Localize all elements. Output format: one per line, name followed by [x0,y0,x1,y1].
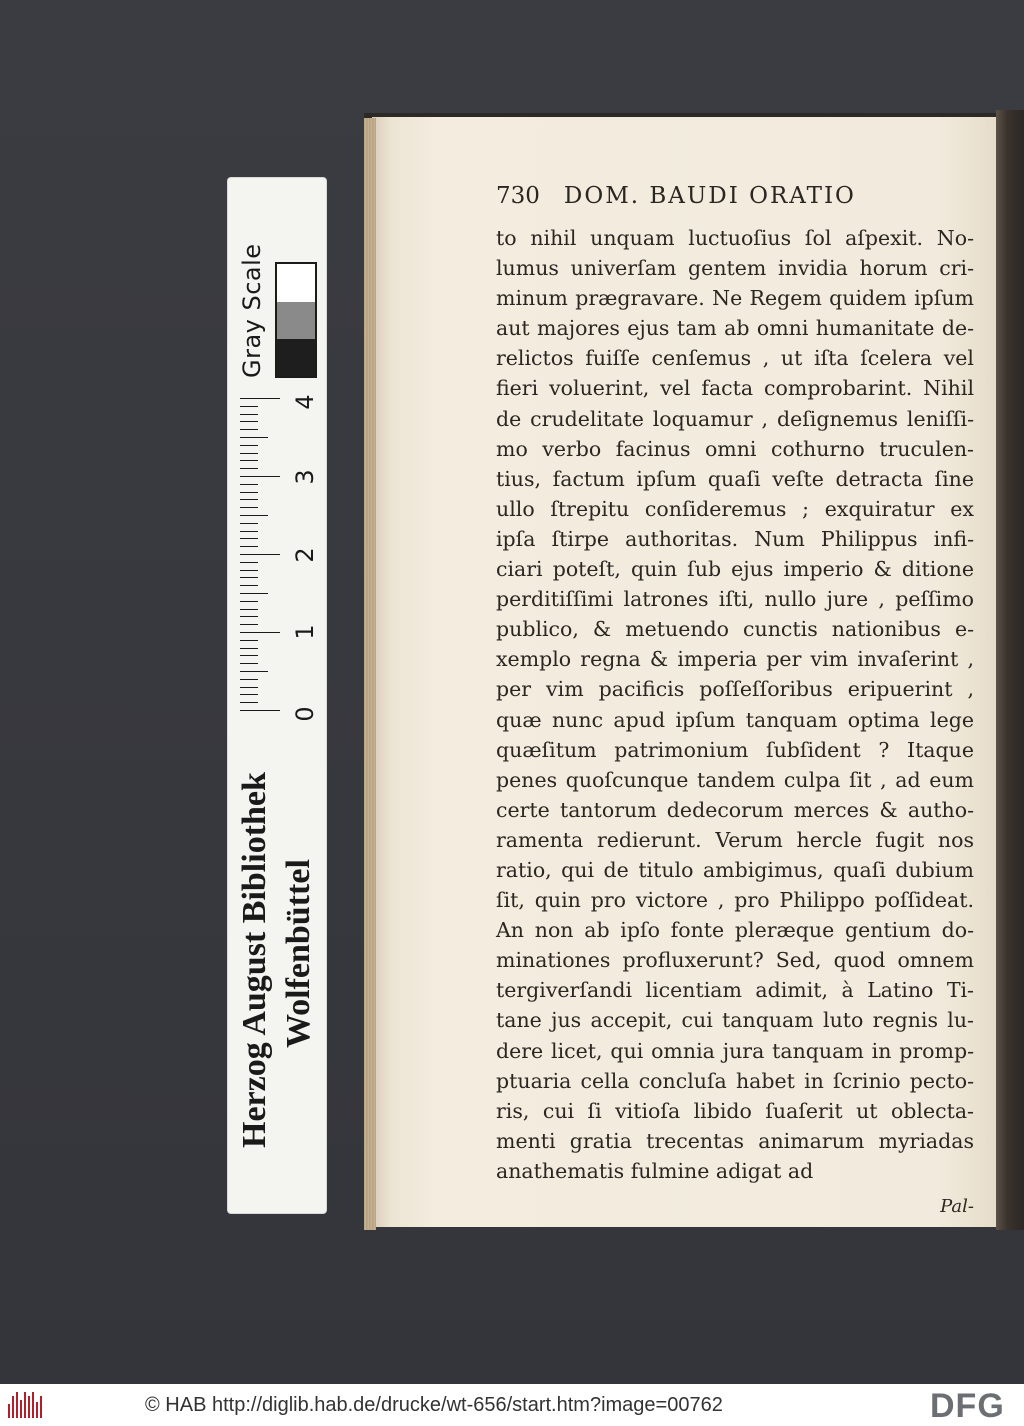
page-stack-edge [364,118,376,1230]
text-line: tergiverſandi licentiam adimit, à Latino Ti- [496,978,974,1003]
ruler-tick [240,562,258,563]
ruler-tick [240,624,258,625]
ruler-tick [240,484,258,485]
ruler-tick [240,663,258,664]
text-line: ipſa ſtirpe authoritas. Num Philippus infi- [496,526,974,551]
ruler-tick [240,570,258,571]
ruler-tick [240,648,258,649]
text-line: relictos fuiſſe cenſemus , ut iſta ſcelera vel [496,346,974,371]
ruler-tick [240,492,258,493]
ruler-tick [240,421,258,422]
ruler-number: 2 [291,547,319,563]
text-line: An non ab ipſo fonte pleræque gentium do- [496,918,974,943]
text-line: menti gratia trecentas animarum myriadas [496,1128,974,1153]
gray-scale-label: Gray Scale [238,243,266,378]
catchword: Pal- [940,1196,974,1217]
ruler-tick [240,687,258,688]
text-line: de crudelitate loquamur , deſignemus leniſſi- [496,406,974,431]
black-swatch [277,339,315,376]
ruler-tick [240,640,258,641]
ruler-tick [240,429,258,430]
text-line: ſit, quin pro victore , pro Philippo poſſideat. [496,888,974,913]
ruler-tick [240,702,258,703]
ruler-tick [240,437,268,438]
ruler-tick [240,679,258,680]
ruler-tick [240,499,258,500]
text-line: ullo ſtrepitu conſideremus ; exquiratur ex [496,496,974,521]
ruler-tick [240,445,258,446]
ruler-tick [240,593,268,594]
ruler-tick [240,554,280,555]
ruler-tick [240,531,258,532]
ruler-tick [240,523,258,524]
ruler-tick [240,601,258,602]
text-line: tius, factum ipſum quaſi veſte detracta ſine [496,466,974,491]
text-line: mo verbo facinus omni cothurno truculen- [496,436,974,461]
dfg-logo: DFG [930,1387,1005,1425]
running-head [496,183,974,223]
text-line: minationes profluxerunt? Sed, quod omnem [496,948,974,973]
ruler-tick [240,453,258,454]
ruler-tick [240,616,258,617]
text-line: fieri voluerint, vel facta comprobarint. Nihil [496,376,974,401]
page-number: 730 [496,183,540,209]
ruler-tick [240,609,258,610]
text-line: to nihil unquam luctuoſius ſol aſpexit. No- [496,226,974,250]
text-line: quæ nunc apud ipſum tanquam optima lege [496,707,974,732]
text-line: ciari poteſt, quin ſub ejus imperio & ditione [496,557,974,582]
library-name: Herzog August Bibliothek [236,772,273,1148]
ruler-tick [240,515,268,516]
ruler-tick [240,671,268,672]
text-line: publico, & metuendo cunctis nationibus e- [496,617,974,642]
ruler-number: 0 [291,706,319,722]
page-text-block [496,183,974,1222]
hab-logo-icon [8,1392,42,1418]
text-line: ramenta redierunt. Verum hercle fugit nos [496,827,974,852]
text-line: ptuaria cella concluſa habet in ſcrinio pecto- [496,1068,974,1093]
ruler-tick [240,585,258,586]
ruler-tick [240,694,258,695]
ruler-tick [240,398,280,399]
ruler-tick [240,476,280,477]
ruler-tick [240,414,258,415]
book-gutter [996,110,1024,1230]
text-line: penes quoſcunque tandem culpa ſit , ad eum [496,767,974,792]
ruler-tick [240,460,258,461]
text-line: aut majores ejus tam ab omni humanitate de- [496,316,974,341]
ruler-tick [240,546,258,547]
text-line: anathematis fulmine adigat ad [496,1158,814,1183]
ruler-tick [240,507,258,508]
text-line: perditiſſimi latrones iſti, nullo jure , peſſimo [496,587,974,612]
text-line: per vim pacificis poſſeſſoribus eripuerint , [496,677,974,702]
text-line: dere licet, qui omnia jura tanquam in promp- [496,1038,974,1063]
ruler-number: 4 [291,394,319,410]
text-line: certe tantorum dedecorum merces & autho- [496,797,974,822]
source-link[interactable]: © HAB http://diglib.hab.de/drucke/wt-656/start.htm?image=00762 [145,1394,723,1416]
white-swatch [277,264,315,302]
text-line: ratio, qui de titulo ambigimus, quaſi dubium [496,857,974,882]
viewer-footer [0,1384,1024,1426]
ruler-tick [240,577,258,578]
ruler-tick [240,468,258,469]
text-line: xemplo regna & imperia per vim invaſerint , [496,647,974,672]
ruler-tick [240,655,258,656]
ruler-tick [240,632,280,633]
library-location: Wolfenbüttel [280,859,317,1048]
text-lines [496,223,974,1186]
ruler-number: 1 [291,624,319,640]
ruler-number: 3 [291,469,319,485]
text-line: tane jus accepit, cui tanquam luto regnis lu- [496,1008,974,1033]
text-line: quæſitum patrimonium ſubſident ? Itaque [496,737,974,762]
running-head-title: DOM. BAUDI ORATIO [563,183,856,209]
ruler-tick [240,538,258,539]
text-line: ris, cui ſi vitioſa libido ſuaſerit ut oblecta- [496,1098,974,1123]
text-line: lumus univerſam gentem invidia horum cri- [496,256,974,281]
gray-scale-swatches [275,262,317,378]
gray-swatch [277,302,315,339]
ruler-tick [240,710,280,711]
text-line: minum prægravare. Ne Regem quidem ipſum [496,286,974,311]
ruler-tick [240,406,258,407]
